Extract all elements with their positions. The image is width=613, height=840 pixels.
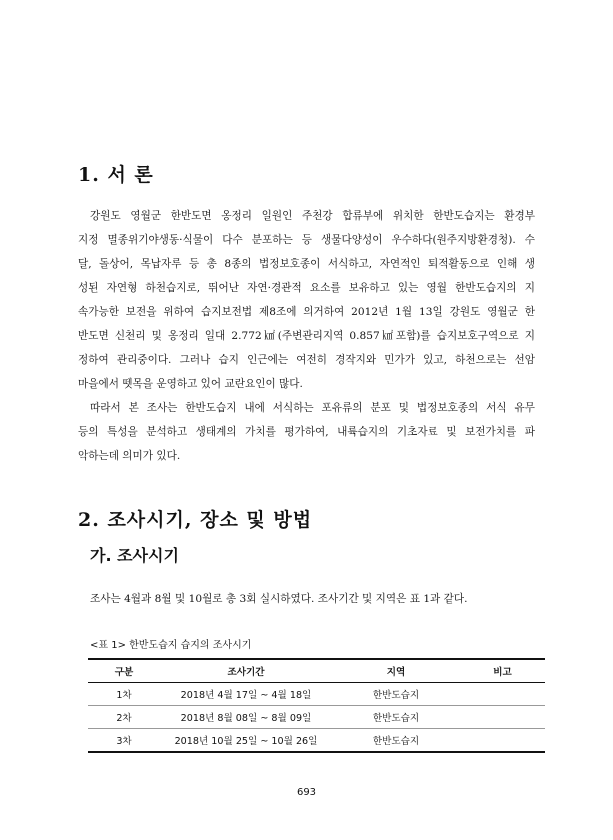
- paragraph-line: 강원도 영월군 한반도면 옹정리 일원인 주천강 합류부에 위치한 한반도습지는 환경부: [90, 210, 535, 222]
- table-cell: 2018년 8월 08일 ~ 8월 09일: [180, 713, 312, 724]
- paragraph-line: 지정 멸종위기야생동·식물이 다수 분포하는 등 생물다양성이 우수하다(원주지방환경청). 수: [78, 234, 535, 246]
- paragraph-line: 악하는데 의미가 있다.: [78, 450, 181, 462]
- table-cell: 1차: [116, 690, 132, 701]
- paragraph-line: 속가능한 보전을 위하여 습지보전법 제8조에 의거하여 2012년 1월 13일 강원도 영월군 한: [78, 306, 535, 318]
- page-number: 693: [296, 787, 317, 798]
- table-cell: 한반도습지: [372, 690, 420, 701]
- table-caption: <표 1> 한반도습지 습지의 조사시기: [90, 640, 252, 651]
- column-header: 구분: [114, 667, 134, 678]
- table-cell: 한반도습지: [372, 736, 420, 747]
- table-header-row: [88, 659, 545, 683]
- survey-period-text: 조사는 4월과 8월 및 10월로 총 3회 실시하였다. 조사기간 및 지역은 표 1과 같다.: [90, 593, 468, 605]
- table-cell: 3차: [116, 736, 132, 747]
- paragraph-line: 따라서 본 조사는 한반도습지 내에 서식하는 포유류의 분포 및 법정보호종의 서식 유무: [90, 402, 535, 414]
- table-cell: 2차: [116, 713, 132, 724]
- paragraph-line: 성된 자연형 하천습지로, 뛰어난 자연·경관적 요소를 보유하고 있는 영월 한반도습지의 지: [78, 282, 535, 294]
- survey-period-table: [88, 658, 545, 753]
- subsection-heading: 가. 조사시기: [90, 546, 179, 565]
- table-row: [88, 683, 545, 706]
- table-cell: [460, 706, 545, 729]
- section-1-paragraph-1: [78, 204, 535, 396]
- section-1-paragraph-2: [78, 396, 535, 468]
- table-row: [88, 729, 545, 753]
- table-row: [88, 706, 545, 729]
- paragraph-line: 반도면 신천리 및 옹정리 일대 2.772㎢(주변관리지역 0.857㎢포함)를 습지보호구역으로 지: [78, 330, 535, 342]
- table-cell: 한반도습지: [372, 713, 420, 724]
- column-header: 조사기간: [227, 667, 265, 678]
- table-cell: [460, 683, 545, 706]
- paragraph-line: 정하여 관리중이다. 그러나 습지 인근에는 여전히 경작지와 민가가 있고, 하천으로는 선암: [78, 354, 535, 366]
- paragraph-line: 마을에서 뗏목을 운영하고 있어 교란요인이 많다.: [78, 378, 303, 390]
- section-1-heading: 1. 서 론: [78, 164, 154, 186]
- paragraph-line: 달, 돌상어, 목납자루 등 총 8종의 법정보호종이 서식하고, 자연적인 퇴적활동으로 인해 생: [78, 258, 535, 270]
- table-cell: 2018년 4월 17일 ~ 4월 18일: [180, 690, 312, 701]
- table-cell: 2018년 10월 25일 ~ 10월 26일: [174, 736, 318, 747]
- section-2-heading: 2. 조사시기, 장소 및 방법: [78, 509, 313, 531]
- column-header: 지역: [386, 667, 406, 678]
- table-cell: [460, 729, 545, 753]
- paragraph-line: 등의 특성을 분석하고 생태계의 가치를 평가하여, 내륙습지의 기초자료 및 보전가치를 파: [78, 426, 535, 438]
- column-header: 비고: [493, 667, 512, 678]
